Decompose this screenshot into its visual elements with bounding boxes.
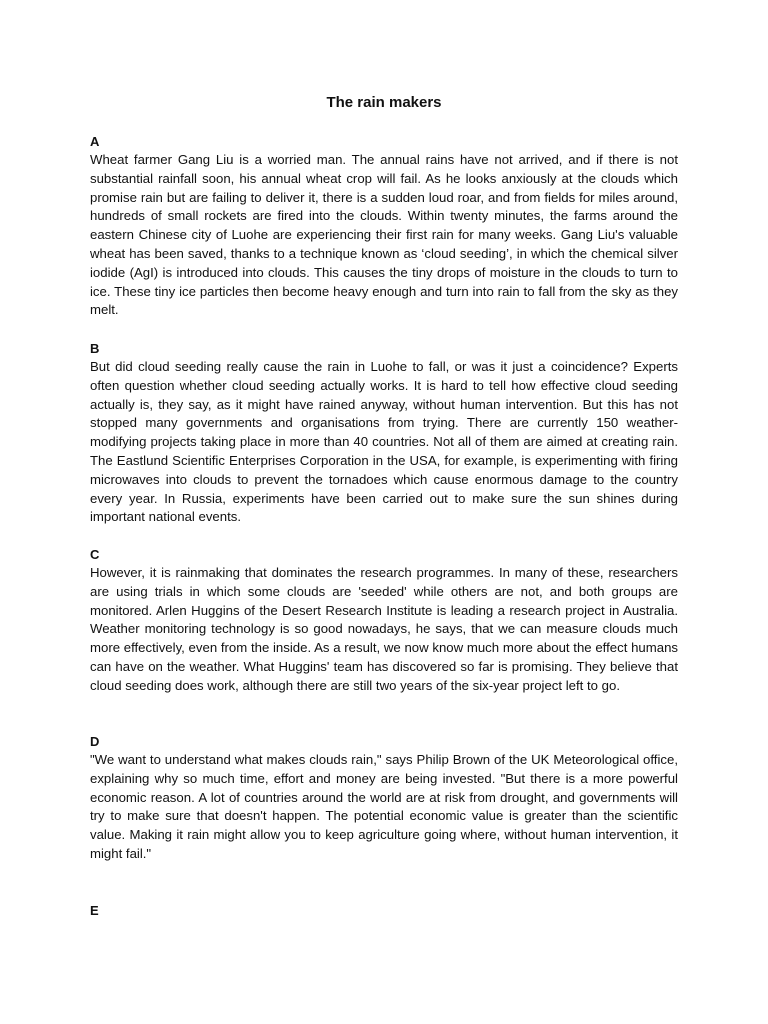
section-paragraph: Wheat farmer Gang Liu is a worried man. The annual rains have not arrived, and if there is not substantial rainfall soon, his annual wheat crop will fail. As he looks anxiously at the clouds which promise rain but are failing to deliver it, there is a sudden loud roar, and from fields for miles around, hundreds of small rockets are fired into the clouds. Within twenty minutes, the farms around the eastern Chinese city of Luohe are experiencing their first rain for many weeks. Gang Liu's valuable wheat has been saved, thanks to a technique known as ‘cloud seeding’, in which the chemical silver iodide (AgI) is introduced into clouds. This causes the tiny drops of moisture in the clouds to turn to ice. These tiny ice particles then become heavy enough and turn into rain to fall from the sky as they melt. <box>90 152 678 318</box>
section-a <box>90 133 678 320</box>
section-paragraph: "We want to understand what makes clouds rain," says Philip Brown of the UK Meteorological office, explaining why so much time, effort and money are being invested. "But there is a more powerful economic reason. A lot of countries around the world are at risk from drought, and governments will try to make sure that doesn't happen. The potential economic value is greater than the scientific value. Making it rain might allow you to keep agriculture going where, without human intervention, it might fail." <box>90 752 678 861</box>
section-b <box>90 340 678 527</box>
section-heading: D <box>90 734 100 749</box>
section-c <box>90 546 678 696</box>
section-heading: E <box>90 903 99 918</box>
section-paragraph: However, it is rainmaking that dominates the research programmes. In many of these, researchers are using trials in which some clouds are 'seeded' while others are not, and both groups are monitored. Arlen Huggins of the Desert Research Institute is leading a research project in Australia. Weather monitoring technology is so good nowadays, he says, that we can measure clouds much more effectively, even from the inside. As a result, we now know much more about the effect humans can have on the weather. What Huggins' team has discovered so far is promising. They believe that cloud seeding does work, although there are still two years of the six-year project left to go. <box>90 565 678 693</box>
section-heading: C <box>90 547 100 562</box>
section-e <box>90 902 678 920</box>
section-d <box>90 733 678 864</box>
section-paragraph: But did cloud seeding really cause the rain in Luohe to fall, or was it just a coincidence? Experts often question whether cloud seeding actually works. It is hard to tell how effective cloud seeding actually is, they say, as it might have rained anyway, without human intervention. But this has not stopped many governments and organisations from trying. There are currently 150 weather-modifying projects taking place in more than 40 countries. Not all of them are aimed at creating rain. The Eastlund Scientific Enterprises Corporation in the USA, for example, is experimenting with firing microwaves into clouds to prevent the tornadoes which cause enormous damage to the country every year. In Russia, experiments have been carried out to make sure the sun shines during important national events. <box>90 359 678 525</box>
section-heading: B <box>90 341 100 356</box>
page-title: The rain makers <box>326 94 442 111</box>
section-heading: A <box>90 134 100 149</box>
